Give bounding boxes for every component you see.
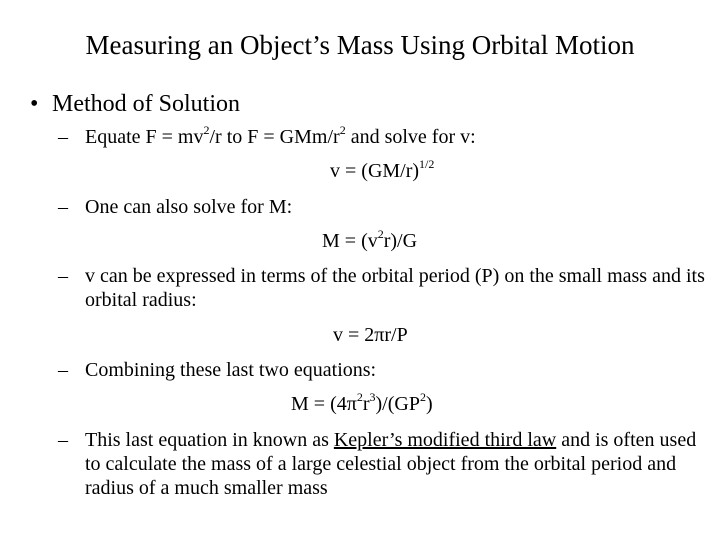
main-bullet	[30, 89, 240, 119]
sub-item-5	[58, 428, 708, 500]
equation-mass: $M = (v^2r)/G$	[322, 227, 418, 252]
dash-icon: –	[58, 265, 68, 287]
equation-kepler: $M = (4\pi^2r^3)/(GP^2)$	[291, 390, 433, 415]
dash-icon: –	[58, 126, 68, 148]
bullet-icon: •	[30, 91, 39, 117]
sub-item-3	[58, 264, 708, 312]
slide-title: Measuring an Object’s Mass Using Orbital Motion	[85, 30, 635, 60]
sub-item-1	[58, 125, 708, 149]
dash-icon: –	[58, 359, 68, 381]
sub-item-2	[58, 195, 708, 219]
sub-item-1-text: Equate $F = mv^2/r$ to F = GMm/$r^2$ and solve for v:	[85, 123, 476, 148]
dash-icon: –	[58, 196, 68, 218]
equation-orbital-velocity: v = 2πr/P	[333, 324, 408, 346]
main-bullet-text: Method of Solution	[52, 91, 241, 117]
sub-item-2-text: One can also solve for M:	[85, 196, 293, 218]
kepler-law-underlined: Kepler’s modified third law	[333, 429, 557, 451]
dash-icon: –	[58, 429, 68, 451]
sub-item-4	[58, 358, 708, 382]
sub-item-4-text: Combining these last two equations:	[85, 359, 377, 381]
equation-velocity: $v = (GM/r)^{1/2}$	[330, 157, 435, 182]
sub-item-3-text: v can be expressed in terms of the orbital period (P) on the small mass and its orbital radius:	[85, 265, 705, 311]
sub-item-5-text: This last equation in known as Kepler’s modified third law and is often used to calculate the mass of a large celestial object from the orbital period and radius of a much smaller mass	[85, 429, 697, 499]
